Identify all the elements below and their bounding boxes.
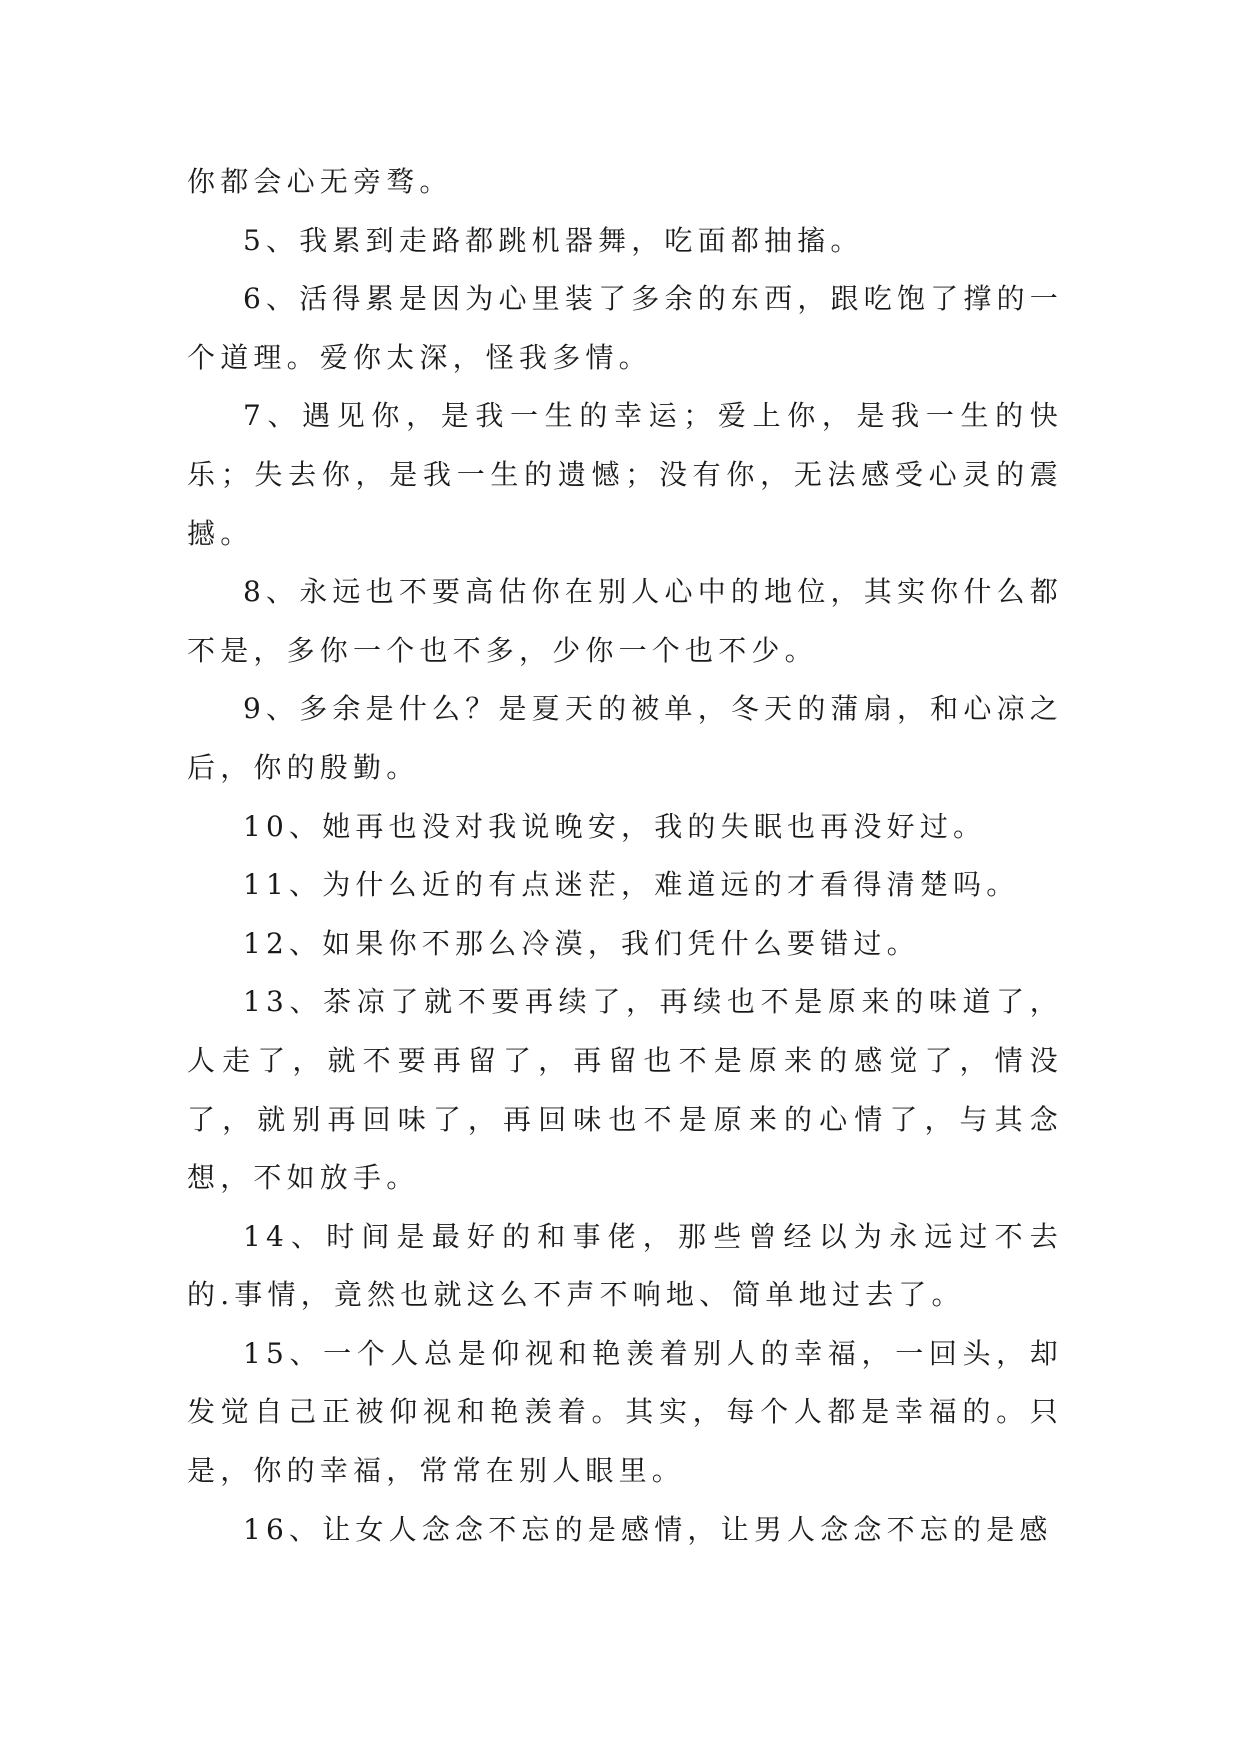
paragraph-5: 5、我累到走路都跳机器舞，吃面都抽搐。 <box>243 223 864 257</box>
paragraph-13: 13、茶凉了就不要再续了，再续也不是原来的味道了，人走了，就不要再留了，再留也不是原来的感觉了，情没了，就别再回味了，再回味也不是原来的心情了，与其念想，不如放手。 <box>187 985 1063 1195</box>
paragraph-16: 16、让女人念念不忘的是感情，让男人念念不忘的是感 <box>243 1512 1053 1546</box>
paragraph-8: 8、永远也不要高估你在别人心中的地位，其实你什么都不是，多你一个也不多，少你一个也不少。 <box>187 575 1063 667</box>
paragraph-continuation: 你都会心无旁骛。 <box>187 165 453 198</box>
paragraph-9: 9、多余是什么？是夏天的被单，冬天的蒲扇，和心凉之后，你的殷勤。 <box>187 692 1063 784</box>
paragraph-12: 12、如果你不那么冷漠，我们凭什么要错过。 <box>243 926 920 960</box>
paragraph-15: 15、一个人总是仰视和艳羡着别人的幸福，一回头，却发觉自己正被仰视和艳羡着。其实，每个人都是幸福的。只是，你的幸福，常常在别人眼里。 <box>187 1336 1063 1488</box>
paragraph-10: 10、她再也没对我说晚安，我的失眠也再没好过。 <box>243 809 987 843</box>
paragraph-14: 14、时间是最好的和事佬，那些曾经以为永远过不去的.事情，竟然也就这么不声不响地、简单地过去了。 <box>187 1219 1063 1312</box>
document-body <box>187 153 1063 1559</box>
paragraph-7: 7、遇见你，是我一生的幸运；爱上你，是我一生的快乐；失去你，是我一生的遗憾；没有你，无法感受心灵的震撼。 <box>187 399 1063 550</box>
paragraph-6: 6、活得累是因为心里装了多余的东西，跟吃饱了撑的一个道理。爱你太深，怪我多情。 <box>187 282 1063 374</box>
paragraph-11: 11、为什么近的有点迷茫，难道远的才看得清楚吗。 <box>243 868 1020 902</box>
